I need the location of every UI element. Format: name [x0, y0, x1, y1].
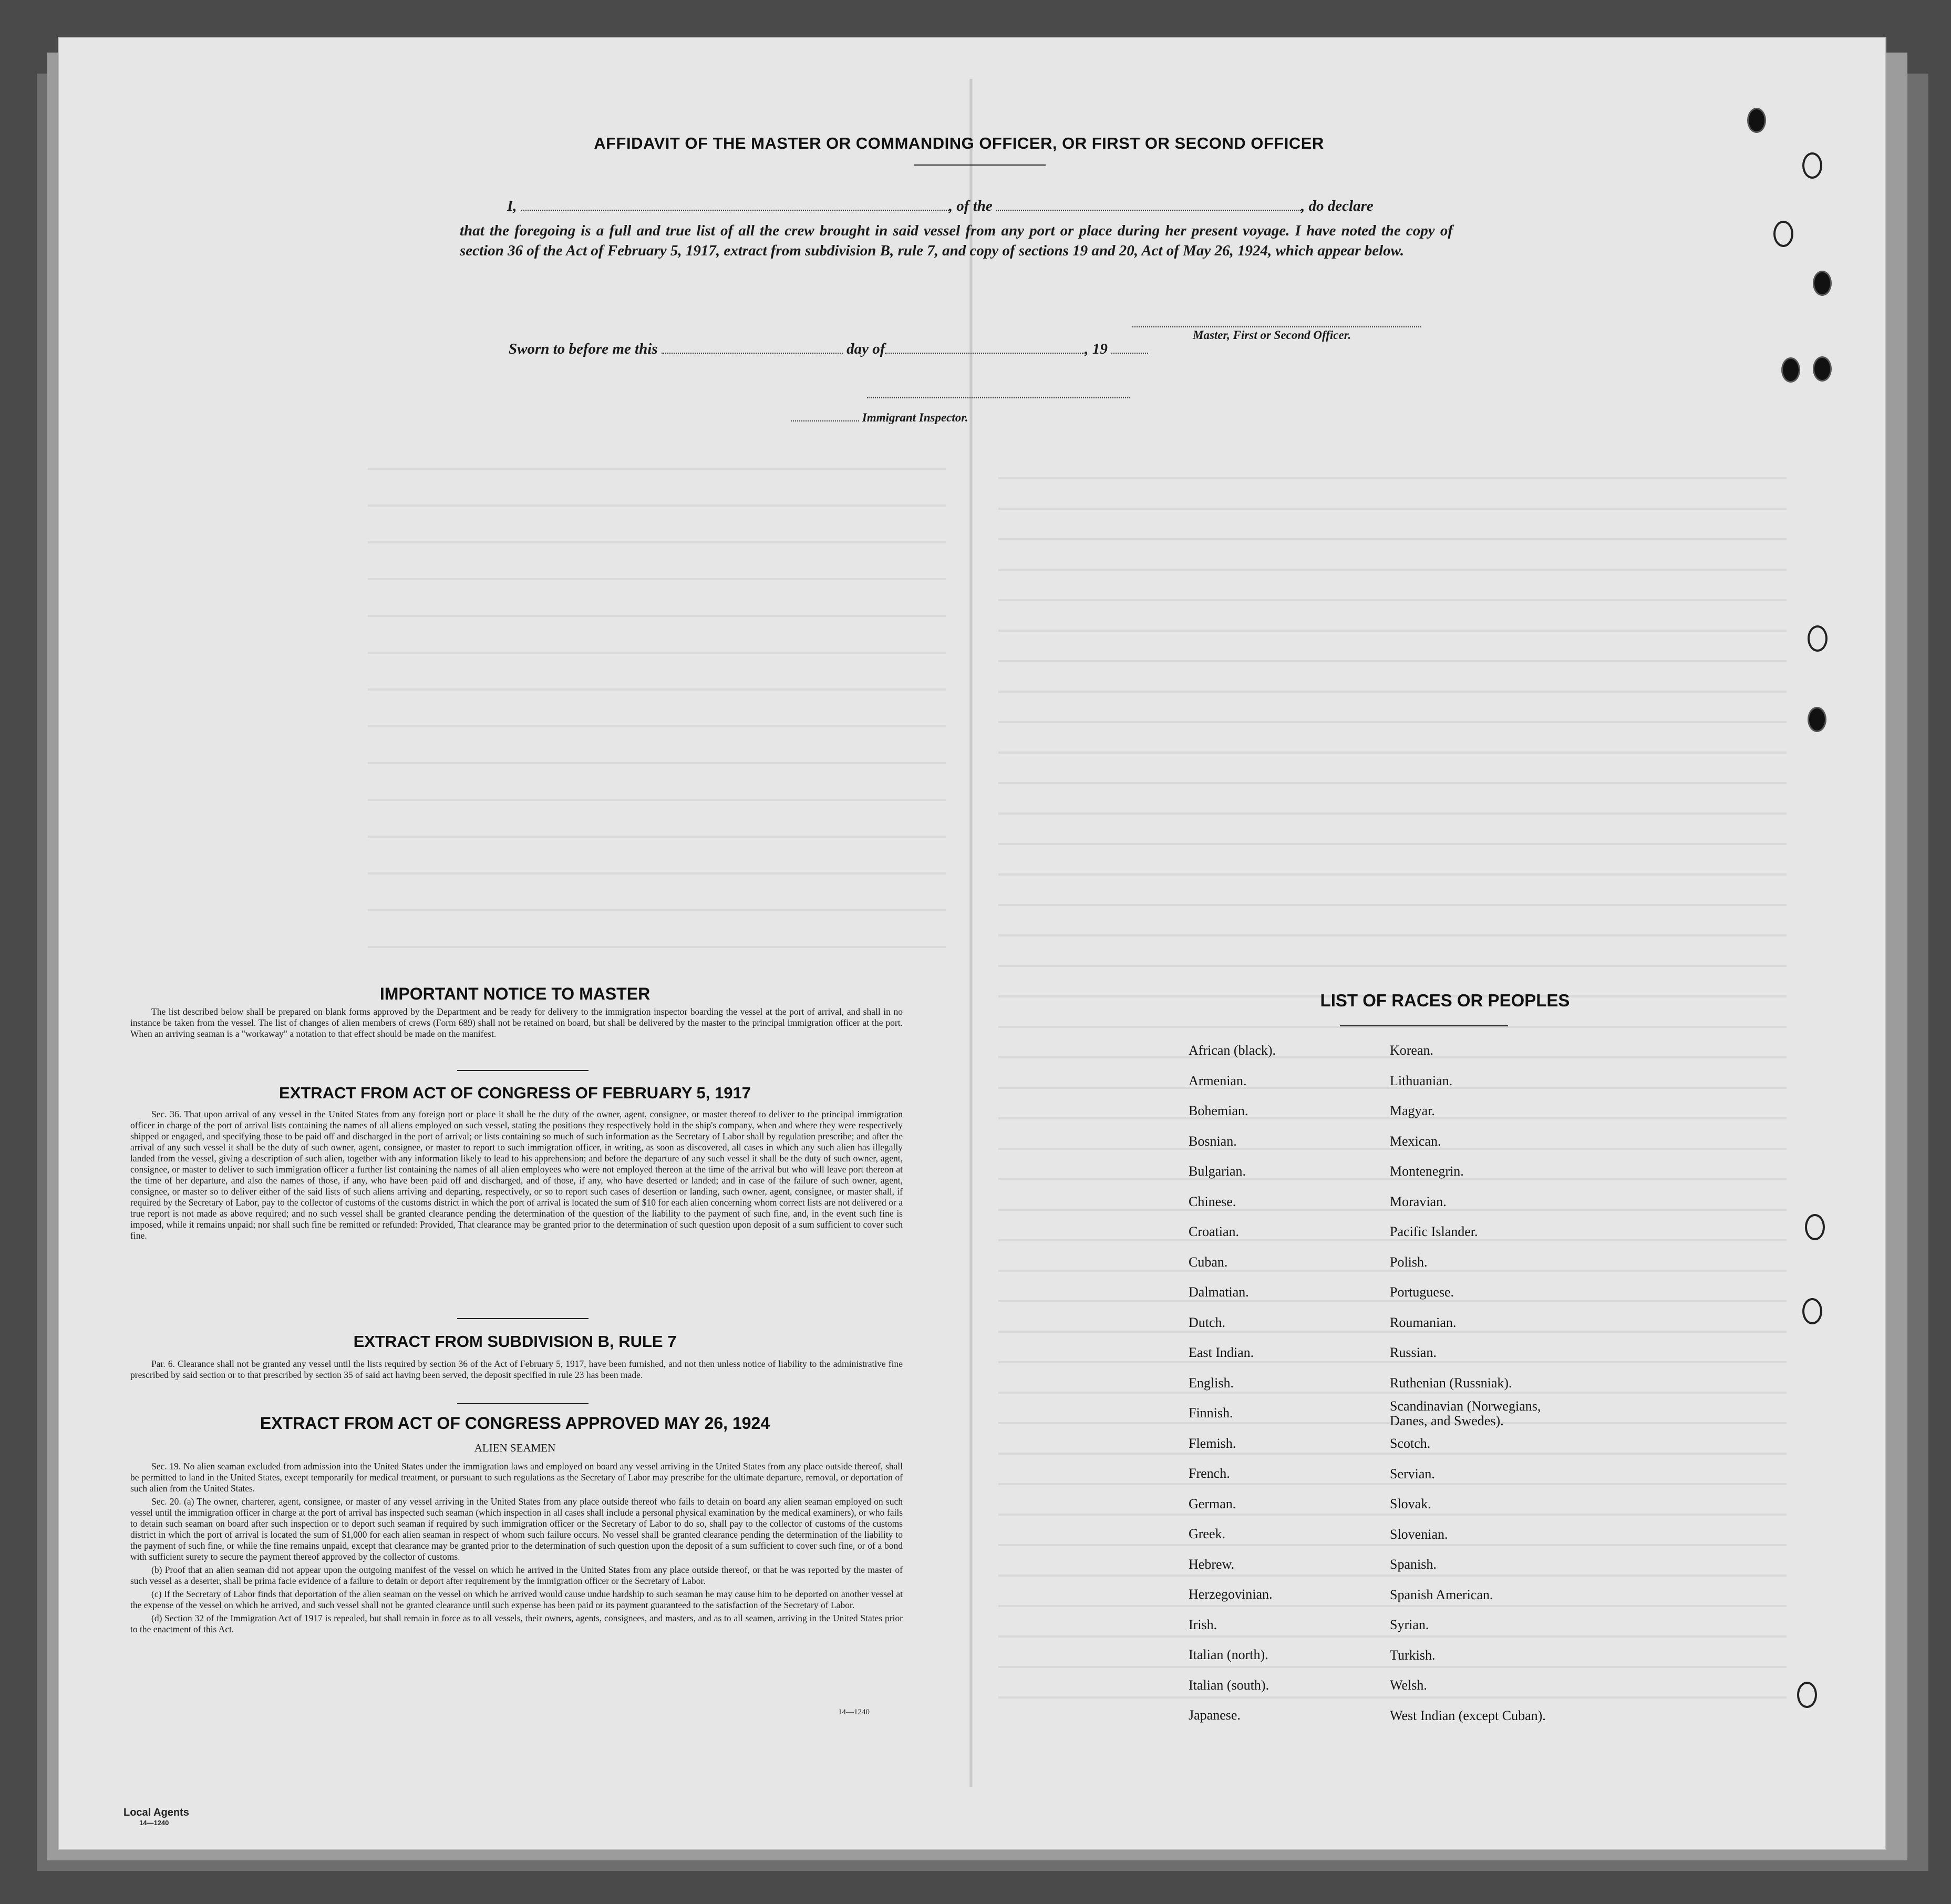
extract-1924-body	[130, 1461, 903, 1637]
notice-paragraph: The list described below shall be prepared on blank forms approved by the Department and be ready for delivery to the immigration inspector boarding the vessel at the port of arrival, and shall in no instance be taken from the vessel. The list of changes of alien members of crews (Form 689) shall not be retained on board, but shall be delivered by the master to the principal immigration officer at the port. When an arriving seaman is a "workaway" a notation to that effect should be made on the manifest.	[130, 1006, 903, 1039]
race-item: French.	[1189, 1466, 1230, 1481]
extract-rule7-title: EXTRACT FROM SUBDIVISION B, RULE 7	[353, 1332, 677, 1351]
race-item: English.	[1189, 1375, 1234, 1391]
extract-1917-rule	[457, 1318, 589, 1319]
name-field[interactable]	[521, 209, 949, 211]
race-item: Dutch.	[1189, 1314, 1226, 1330]
race-item: Japanese.	[1189, 1707, 1241, 1723]
inspector-label: Immigrant Inspector.	[862, 411, 968, 424]
race-item: Greek.	[1189, 1526, 1226, 1541]
affidavit-do-declare: , do declare	[1301, 198, 1374, 214]
affidavit-title: AFFIDAVIT OF THE MASTER OR COMMANDING OFFICER, OR FIRST OR SECOND OFFICER	[594, 134, 1324, 152]
extract-1917-title: EXTRACT FROM ACT OF CONGRESS OF FEBRUARY 5, 1917	[279, 1084, 751, 1102]
race-item: Slovak.	[1390, 1496, 1431, 1511]
sworn-label: Sworn to before me this	[509, 341, 658, 357]
notice-title: IMPORTANT NOTICE TO MASTER	[379, 984, 651, 1003]
race-item: Croatian.	[1189, 1224, 1240, 1239]
vessel-field[interactable]	[996, 209, 1301, 211]
races-left-column	[1189, 1035, 1276, 1731]
fold-line	[969, 79, 973, 1787]
footer-code: 14—1240	[139, 1819, 169, 1827]
race-item: Servian.	[1390, 1466, 1435, 1481]
punch-hole	[1813, 356, 1832, 382]
race-item: Polish.	[1390, 1254, 1428, 1270]
race-item: Flemish.	[1189, 1435, 1236, 1451]
races-rule	[1340, 1025, 1508, 1026]
punch-hole	[1802, 1298, 1822, 1324]
signature-label: Master, First or Second Officer.	[1193, 328, 1351, 342]
race-item: Moravian.	[1390, 1193, 1447, 1209]
punch-hole	[1808, 707, 1826, 732]
notice-body	[130, 1006, 903, 1042]
inspector-signature-field[interactable]	[867, 397, 1130, 398]
sec20b-paragraph: (b) Proof that an alien seaman did not appear upon the outgoing manifest of the vessel on which he arrived in the United States from any place outside thereof, or that he was reported by the master of such vessel as a deserter, shall be prima facie evidence of a failure to detain or deport after requirement by the immigration officer or the Secretary of Labor.	[130, 1565, 903, 1586]
race-item: Bulgarian.	[1189, 1164, 1246, 1179]
inspector-line	[791, 411, 968, 425]
punch-hole	[1802, 152, 1822, 179]
race-item: Ruthenian (Russniak).	[1390, 1375, 1512, 1391]
sec19-paragraph: Sec. 19. No alien seaman excluded from admission into the United States under the immigration laws and employed on board any vessel arriving in the United States from any place outside thereof, shall be permitted to land in the United States, except temporarily for medical treatment, or pursuant to such regulations as the Secretary of Labor may prescribe for the ultimate departure, removal, or deportation of such alien from the United States.	[130, 1461, 903, 1494]
race-item: West Indian (except Cuban).	[1390, 1707, 1546, 1723]
race-item: German.	[1189, 1496, 1236, 1511]
sworn-year-prefix: , 19	[1085, 341, 1108, 357]
sec20c-paragraph: (c) If the Secretary of Labor finds that deportation of the alien seaman on the vessel on which he arrived would cause undue hardship to such seaman he may cause him to be deported on another vessel at the expense of the vessel on which he arrived, and such vessel shall not be granted clearance until such expense has been paid or its payment guaranteed to the satisfaction of the Secretary of Labor.	[130, 1589, 903, 1610]
race-item: Turkish.	[1390, 1647, 1436, 1663]
punch-hole	[1747, 108, 1766, 133]
sworn-day-of: day of	[847, 341, 885, 357]
race-item: Welsh.	[1390, 1677, 1427, 1693]
affidavit-i-label: I,	[507, 198, 517, 214]
race-item: Korean.	[1390, 1043, 1434, 1058]
extract-1917-body	[130, 1109, 903, 1243]
local-agents-label	[123, 1807, 189, 1827]
sec20d-paragraph: (d) Section 32 of the Immigration Act of 1917 is repealed, but shall remain in force as to all vessels, their owners, agents, consignees, and masters, and as to all seamen, arriving in the United States prior to the enactment of this Act.	[130, 1613, 903, 1634]
sworn-year-field[interactable]	[1111, 352, 1148, 354]
race-item: East Indian.	[1189, 1345, 1254, 1360]
race-item: Bosnian.	[1189, 1133, 1237, 1149]
form-number: 14—1240	[838, 1708, 870, 1716]
race-item: Italian (south).	[1189, 1677, 1269, 1693]
race-item: Finnish.	[1189, 1405, 1233, 1421]
race-item: Spanish.	[1390, 1557, 1437, 1572]
sworn-month-field[interactable]	[885, 352, 1085, 354]
race-item: Chinese.	[1189, 1193, 1236, 1209]
sworn-day-field[interactable]	[662, 352, 843, 354]
extract-rule7-paragraph: Par. 6. Clearance shall not be granted any vessel until the lists required by section 36 of the Act of February 5, 1917, have been furnished, and not then unless notice of liability to the administrative fine prescribed by said section or to that prescribed by section 35 of said act having been served, the deposit specified in rule 23 has been made.	[130, 1358, 903, 1380]
affidavit-of-the: , of the	[948, 198, 993, 214]
races-title: LIST OF RACES OR PEOPLES	[1320, 991, 1570, 1010]
punch-hole	[1797, 1682, 1817, 1708]
punch-hole	[1805, 1214, 1825, 1240]
race-item: Magyar.	[1390, 1103, 1435, 1118]
race-item: Bohemian.	[1189, 1103, 1248, 1118]
sec20a-paragraph: Sec. 20. (a) The owner, charterer, agent, consignee, or master of any vessel arriving in the United States from any place outside thereof who fails to detain on board any alien seaman employed on such vessel until the immigration officer in charge at the port of arrival has inspected such seaman (which inspection in all cases shall include a personal physical examination by the medical examiners), or who fails to detain such seaman on board after such inspection or to deport such seaman if required by such immigration officer or the Secretary of Labor to do so, shall pay to the collector of customs of the customs district in which the port of arrival is located the sum of $1,000 for each alien seaman in respect of whom such failure occurs. No vessel shall be granted clearance pending the determination of the liability to the payment of such fine, or while the fine remains unpaid, except that clearance may be granted prior to the determination of such question upon the deposit of a sum sufficient to cover such fine, or of a bond with sufficient surety to secure the payment thereof approved by the collector of customs.	[130, 1496, 903, 1562]
race-item: Cuban.	[1189, 1254, 1228, 1270]
sworn-line	[509, 341, 1244, 358]
affidavit-body: that the foregoing is a full and true list of all the crew brought in said vessel from any port or place during her present voyage. I have noted the copy of section 36 of the Act of February 5, 1917, extract from subdivision B, rule 7, and copy of sections 19 and 20, Act of May 26, 1924, which appear below.	[460, 222, 1453, 259]
signature-field[interactable]	[1132, 326, 1421, 327]
punch-hole	[1808, 625, 1828, 652]
race-item: Italian (north).	[1189, 1647, 1268, 1662]
bleed-through-left	[368, 436, 946, 962]
extract-1924-subtitle: ALIEN SEAMEN	[474, 1442, 556, 1454]
race-item: Hebrew.	[1189, 1556, 1235, 1572]
race-item: Montenegrin.	[1390, 1164, 1464, 1179]
race-item: Scandinavian (Norwegians, Danes, and Swedes).	[1390, 1398, 1541, 1428]
inspector-name-field[interactable]	[791, 420, 859, 421]
race-item: Spanish American.	[1390, 1587, 1493, 1602]
race-item: Russian.	[1390, 1345, 1437, 1360]
race-item: African (black).	[1189, 1043, 1276, 1058]
race-item: Mexican.	[1390, 1133, 1441, 1149]
local-agents-text: Local Agents	[123, 1807, 189, 1818]
punch-hole	[1773, 221, 1793, 247]
extract-rule7-rule	[457, 1403, 589, 1404]
races-right-column	[1390, 1035, 1568, 1731]
race-item: Armenian.	[1189, 1073, 1247, 1088]
affidavit-rule	[914, 164, 1046, 166]
race-item: Roumanian.	[1390, 1314, 1457, 1330]
race-item: Irish.	[1189, 1617, 1217, 1632]
race-item: Slovenian.	[1390, 1526, 1448, 1542]
race-item: Pacific Islander.	[1390, 1224, 1478, 1239]
punch-hole	[1781, 357, 1800, 383]
punch-hole	[1813, 271, 1832, 296]
affidavit-declaration-line	[507, 198, 1453, 215]
extract-1917-paragraph: Sec. 36. That upon arrival of any vessel in the United States from any foreign port or place it shall be the duty of the owner, agent, consignee, or master thereof to deliver to the principal immigration officer in charge of the port of arrival lists containing the names of all aliens employed on such vessel, stating the positions they respectively hold in the ship's company, when and where they were respectively shipped or engaged, and specifying those to be paid off and discharged in the port of arrival; or lists containing so much of such information as the Secretary of Labor shall by regulation prescribe; and after the arrival of any such vessel it shall be the duty of such owner, agent, consignee, or master to report to such immigration officer, in writing, as soon as discovered, all cases in which any such alien has illegally landed from the vessel, giving a description of such alien, together with any information likely to lead to his apprehension; and before the departure of any such vessel it shall be the duty of such owner, agent, consignee, or master to deliver to such immigration officer a further list containing the names of all alien employees who were not employed thereon at the time of the arrival but who will leave port thereon at the time of her departure, and also the names of those, if any, who have been paid off and discharged, and of those, if any, who have deserted or landed; and in case of the failure of such owner, agent, consignee, or master so to deliver either of the said lists of such aliens arriving and departing, respectively, or so to report such cases of desertion or landing, such owner, agent, consignee, or master shall, if required by the Secretary of Labor, pay to the collector of customs of the customs district in which the port of arrival is located the sum of $10 for each alien concerning whom correct lists are not delivered or a true report is not made as above required; and no such vessel shall be granted clearance pending the determination of the question of the liability to the payment of such fine, and, in the event such fine is imposed, while it remains unpaid; nor shall such fine be remitted or refunded: Provided, That clearance may be granted prior to the determination of such question upon deposit of a sum sufficient to cover such fine.	[130, 1109, 903, 1241]
race-item: Scotch.	[1390, 1436, 1431, 1451]
race-item: Lithuanian.	[1390, 1073, 1453, 1088]
extract-1924-title: EXTRACT FROM ACT OF CONGRESS APPROVED MAY 26, 1924	[260, 1414, 770, 1433]
race-item: Herzegovinian.	[1189, 1587, 1273, 1602]
extract-rule7-body	[130, 1358, 903, 1383]
race-item: Dalmatian.	[1189, 1284, 1249, 1300]
race-item: Syrian.	[1390, 1617, 1429, 1632]
race-item: Portuguese.	[1390, 1284, 1454, 1300]
notice-rule	[457, 1070, 589, 1071]
